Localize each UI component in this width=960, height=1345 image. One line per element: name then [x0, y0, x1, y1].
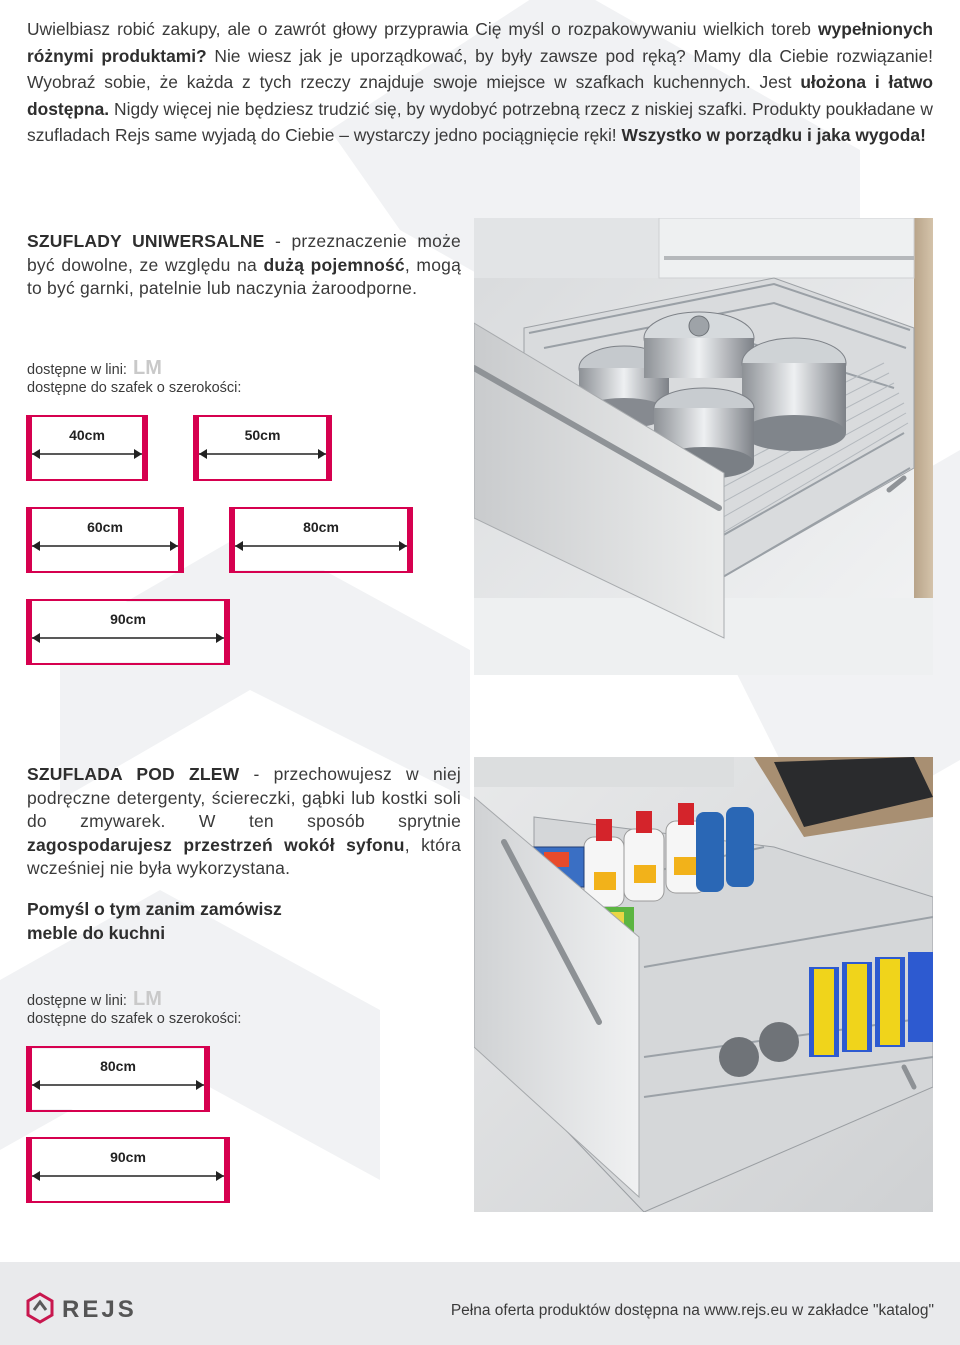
width-box-graphic [26, 1046, 210, 1112]
width-label: 60cm [87, 519, 123, 535]
intro-text-1: Uwielbiasz robić zakupy, ale o zawrót głowy przyprawia Cię myśl o rozpakowywaniu wielkich toreb [27, 19, 818, 39]
width-box-graphic [193, 415, 332, 481]
width-box-right-edge [407, 508, 412, 572]
width-box-right-edge [178, 508, 183, 572]
width-box-left-edge [230, 508, 235, 572]
rejs-logo-mark [26, 1292, 156, 1324]
width-box-40 [26, 415, 148, 481]
width-box-left-edge [27, 416, 32, 480]
width-box-graphic [26, 599, 230, 665]
intro-paragraph [27, 16, 933, 149]
section2-text-1: - przechowujesz w niej podręczne detergenty, ściereczki, gąbki lub kostki soli do zmywarek. W ten sposób sprytnie [27, 764, 461, 831]
width-box-graphic [26, 415, 148, 481]
lm-logo-text: LM [132, 357, 162, 377]
width-box-left-edge [27, 1138, 32, 1202]
width-box-graphic [26, 507, 184, 573]
width-box-left-edge [27, 508, 32, 572]
section1-availability [27, 357, 241, 398]
section2-title: SZUFLADA POD ZLEW [27, 764, 240, 784]
section1-title: SZUFLADY UNIWERSALNE [27, 231, 265, 251]
lm-logo-text: LM [132, 988, 162, 1008]
width-label: 40cm [69, 427, 105, 443]
section2-description [27, 763, 461, 881]
lm-line-logo [133, 988, 165, 1008]
width-label: 90cm [110, 611, 146, 627]
width-box-left-edge [27, 600, 32, 664]
footer [0, 1262, 960, 1345]
drawer-pots-illustration [474, 218, 933, 675]
width-label: 80cm [303, 519, 339, 535]
section2-widths-label: dostępne do szafek o szerokości: [27, 1011, 242, 1027]
width-box-80 [229, 507, 413, 573]
width-label: 90cm [110, 1149, 146, 1165]
width-box-left-edge [27, 1047, 32, 1111]
sink-drawer-illustration [474, 757, 933, 1212]
section1-widths-label: dostępne do szafek o szerokości: [27, 380, 242, 396]
sink-drawer-photo [474, 757, 933, 1212]
rejs-brand-text: REJS [62, 1296, 137, 1323]
intro-bold-1: wypełnionych różnymi produktami? [27, 19, 933, 66]
section2-availability [27, 988, 241, 1029]
width-box-50 [193, 415, 332, 481]
section2-line-label: dostępne w lini: [27, 993, 127, 1009]
section2-tip: Pomyśl o tym zanim zamówisz meble do kuchni [27, 899, 282, 943]
width-box-right-edge [224, 600, 229, 664]
lm-line-logo [133, 357, 165, 377]
rejs-logo [26, 1292, 156, 1329]
section1-line-row [27, 357, 241, 380]
section1-text-1: - przeznaczenie może być dowolne, ze względu na [27, 231, 461, 275]
footer-catalog-text: Pełna oferta produktów dostępna na www.rejs.eu w zakładce "katalog" [450, 1302, 934, 1319]
rejs-emblem-icon [28, 1294, 52, 1322]
width-box-graphic [229, 507, 413, 573]
width-box-sink-80 [26, 1046, 210, 1112]
width-box-left-edge [194, 416, 199, 480]
intro-text-2: Nie wiesz jak je uporządkować, by były zawsze pod ręką? Mamy dla Ciebie rozwiązanie! Wyobraź sobie, że każda z tych rzeczy znajduje swoje miejsce w szafkach kuchennych. Jest [27, 45, 933, 92]
width-box-graphic [26, 1137, 230, 1203]
width-box-90 [26, 599, 230, 665]
width-box-right-edge [224, 1138, 229, 1202]
intro-text-3: Nigdy więcej nie będziesz trudzić się, by wydobyć potrzebną rzecz z niskiej szafki. Produkty poukładane w szufladach Rejs same wyjadą do Ciebie – wystarczy jedno pociągnięcie ręki! [27, 98, 933, 145]
width-box-sink-90 [26, 1137, 230, 1203]
section2-line-row [27, 988, 241, 1011]
section1-text-2: , mogą to być garnki, patelnie lub naczynia żaroodporne. [27, 254, 462, 298]
width-label: 80cm [100, 1058, 136, 1074]
intro-bold-2: ułożona i łatwo dostępna. [27, 72, 933, 119]
section2-text-2: , która wcześniej nie była wykorzystana. [27, 834, 461, 878]
width-box-60 [26, 507, 184, 573]
section1-bold: dużą pojemność [263, 254, 405, 275]
width-label: 50cm [244, 427, 281, 443]
intro-bold-3: Wszystko w porządku i jaka wygoda! [621, 125, 926, 145]
section2-bold: zagospodarujesz przestrzeń wokół syfonu [27, 834, 405, 855]
drawer-pots-photo [474, 218, 933, 675]
section1-description [27, 230, 461, 301]
width-box-right-edge [326, 416, 331, 480]
width-box-right-edge [204, 1047, 209, 1111]
section1-line-label: dostępne w lini: [27, 362, 127, 378]
width-box-right-edge [142, 416, 147, 480]
